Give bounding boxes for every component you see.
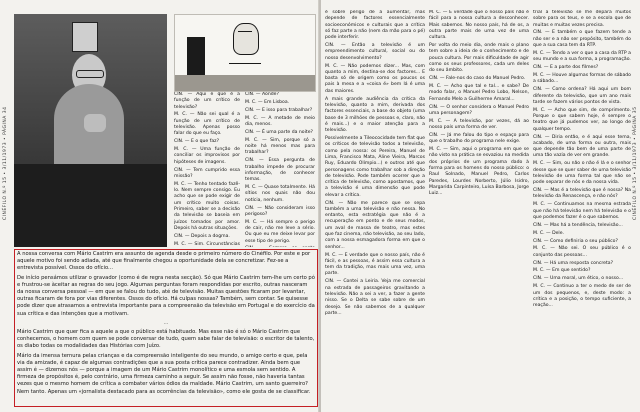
interview-paragraph: M. C. — Tenho tentado fazê-lo. Nem sempre consigo. Eu acho que se pode exigir de um crítico muito coisas. Primeiro, saber se a decisão da televisão se baseia em juízos tomados por amor. Depois há outras situações. xyxy=(174,181,240,231)
photo-mario-castrim xyxy=(14,14,167,247)
interview-paragraph: CIN. — Aonde? xyxy=(245,92,279,97)
right-column-3 xyxy=(533,10,631,408)
article-paragraph: CIN. — Contei a Leiria. Veja me comercial na estrada de passageiros gravitando a televisão. Não a sei a ver, a fazer a gente nisso. Se o Delta se sabe sobre de um desejo. Se não sabemos de a qualquer parte... xyxy=(325,279,425,316)
illustration-panel xyxy=(174,14,316,92)
interview-paragraph: M. C. — Uma função de conciliar os improvisos por hipóteses de imagens. xyxy=(174,147,240,165)
article-paragraph: CIN. — Então a televisão é um empreendimento cultural, social ou do nosso desenvolvimento? xyxy=(325,43,425,61)
interview-column-b xyxy=(245,92,315,247)
article-paragraph: M. C. — Tendo a ver o que a casa da RTP a seu mundo e a sua forma, a programação. xyxy=(533,50,631,63)
article-paragraph: M. C. — Continuo a ter o medo de ser de um dos pequenos, e, deste modo: a crítica e a posição, o tempo suficiente, a reação... xyxy=(533,284,631,309)
illustration-lamp xyxy=(187,37,205,75)
article-paragraph: CIN. — O senhor considera o Manuel Pedro uma personagem? xyxy=(429,104,529,116)
article-paragraph: CIN. — Mas há a tendência, televisão... xyxy=(533,222,623,228)
article-paragraph: M. C. — E verdade que o nosso país, não é fácil, e as pessoas, é assim essa cultura a tem da tradição, mas mais uma vez, uma parte. xyxy=(325,252,425,277)
article-paragraph: CIN. — E a parte dos filmes? xyxy=(533,65,599,71)
interview-paragraph: CIN. — E isso para trabalhar? xyxy=(245,107,313,113)
article-paragraph: Por volta do meio dia, onde mais o plano tem sobre a ideia de o conhecimento e de pouca cultura. Por mais dificuldade de agir como os seus professores, cada um deles do seu âmbito. xyxy=(429,43,529,74)
article-paragraph: CIN. — Uma moral, um ético, o nosso... xyxy=(533,276,624,282)
interview-paragraph: M. C. — Sim. Circunstâncias xyxy=(174,241,240,247)
photo-glasses xyxy=(76,70,104,78)
intro-paragraph: A nossa conversa com Mário Castrim era assunto de agenda desde o primeiro número do Cinéfilo. Por este e por aquele motivo foi sendo adiada, até que finalmente chegou a oportunidade dela se concretizar. Fez-se a entrevista possível. Ossos do ofício... xyxy=(17,251,311,272)
interview-paragraph: M. C. — Não sei qual é a função de um crítico de televisão. Apenas posso falar do que eu faço. xyxy=(174,112,240,137)
interview-paragraph: CIN. — Aqui é que é a função de um crítico de televisão? xyxy=(174,92,240,110)
photo-hand xyxy=(84,114,106,132)
article-paragraph: M. C. — Dele. xyxy=(533,230,564,236)
left-margin-label: CINÉFILO N.º 15 • 3/11/1973 • PÁGINA 34 xyxy=(3,106,8,220)
article-paragraph: CIN. — Já me falou do tipo e espaço para que o trabalho do programa nele exige. xyxy=(429,132,529,145)
article-paragraph: CIN. — Como definiria o seu público? xyxy=(533,238,618,244)
article-paragraph: Possivelmente a Tileococidade tem flat que os críticos de televisão todos a televisão, como pela nossa: os Pereira, Manuel de Lima, Francisco Mata, Aline Vieira, Marcos Ruy, Eduardo Olímpio...) e outros até que personagens como trabalhar sob a direção de televisão. Pode também ocorrer que a crítica de televisão, como apostamos, que a televisão é uma dimensão que pode elevar a crítica. xyxy=(325,136,425,198)
article-paragraph: trial a televisão se lhe depara muitos sobre para os teus, e se a escola que de muitas e muitas vezes precisa. xyxy=(533,10,631,28)
illustration-shelf xyxy=(175,75,315,91)
intro-box xyxy=(14,249,318,407)
article-paragraph: CIN. — Não me parece que se sepa também a uma televisão e não nessa. No entanto, esta estratégia que não é a recuperação em ponto e de seus modos, um aval de massa de teatro, mas estes que faz cinema, não televisão, ao seu lado, com a nossa esmagadora forma em que o senhor... xyxy=(325,200,425,250)
article-paragraph: CIN. — Diria então, e é aqui esse tema, acabado, de uma forma ou outra, mais que depende tão bem de uma parte de uma tão vazia de ver em grande. xyxy=(533,134,631,159)
article-paragraph: M. C. — Sim, aqui o programa em que se não visto na prática se esvaziou na medida dos próprios de um programa dado à forma para os homens do nosso público: o Raul Solnado, Manuel Pedro, Carlos Paredes, Lourdes Norberto, Júlio Isidro, Margarida Carpinteiro, Luísa Barbosa, Jorge Luiz... xyxy=(429,147,529,197)
illustration-face xyxy=(238,31,252,38)
article-paragraph: CIN. — Fale-nos do caso do Manuel Pedro. xyxy=(429,76,526,82)
right-column-1 xyxy=(325,10,425,408)
article-paragraph: M. C. — Não podemos dizer... Mas, com quanto a mim, destina-se dos factores... E basta só de origem como os poucos os pais à mesa e a «coisa é» bem lá é uma das maiores. xyxy=(325,63,425,94)
article-paragraph: CIN. — E também o que fazem tende a não ser e a não ser propósito, também do que a sua casa tem da RTP. xyxy=(533,30,631,49)
article-paragraph: CIN. — Há uma resposta concreta? xyxy=(533,260,614,266)
illustration-figure xyxy=(233,23,259,55)
article-paragraph: A mais grande audiência da crítica da televisão, quanto a mim, derivada dos factores essenciais, a base do objeto (uma base de 3 milhões de pessoas e, claro, não é mais...) e o maior atenção para a televisão. xyxy=(325,96,425,134)
illustration-feet xyxy=(229,55,261,64)
intro-paragraph: De início pensámos utilizar o gravador (como é de regra nesta secção). Só que Mário Castrim tem-lhe um certo pó e frustrou-se àceitar as regras do seu jogo. Algumas perguntas foram respondidas por escrito, outras nasceram da nossa conversa pessoal — em que se falou do tudo, até de televisão. Muitas questões ficaram por levantar, outras ficaram de fora por vias diferentes. Ossos do ofício. Há culpas nossas? Também, sem contar. Se quisesse pode dizer que atrasamos a entrevista importante para a compreensão da televisão em Portugal e do exercício da sua crítica e das intenções que a motivam. xyxy=(17,274,315,317)
article-paragraph: M. C. — Acho que sim, de comprimento. Porque o que sabem hoje, é sempre o teatro que já pudemos ver, ao longo de qualquer tempo. xyxy=(533,107,631,132)
article-paragraph: CIN. — Como ordena? Há aqui um bom diferente da televisão, que um ano mais tarde se fazem vários pontos de vista. xyxy=(533,87,631,105)
interview-paragraph: CIN. — E o que faz? xyxy=(174,139,220,145)
interview-paragraph: CIN. — Tem cumprido essa missão? xyxy=(174,167,240,179)
intro-paragraph: Mário Castrim que quer fica a aquele a que o público está habituado. Mas esse não é só o Mário Castrim que conhecemos, o homem com quem se pode conversar de tudo, quem sabe falar de televisão: o escritor de talento, os diabo todas os modalidades das Histórias com Juízo. xyxy=(17,329,315,350)
article-paragraph: é sobre perigo de a aumentar, mas depende de factores essencialmente socioeconómicos e culturais que a crítica só faz parte a não (nem da mão para o pé) pode interferir. xyxy=(325,10,425,41)
article-paragraph: M. C. — Sim, ou não o não é lá e o senhor desse que se quer saber de uma televisão televisão de uma forma tal que não se pode separar de nós e da nossa vida. xyxy=(533,161,631,186)
intro-separator: ... xyxy=(163,319,169,326)
right-margin-label: CINÉFILO N.º 15 • 3/11/1973 • PÁGINA 35 xyxy=(633,106,638,220)
interview-paragraph: CIN. — É uma parte da noite? xyxy=(245,129,313,135)
article-paragraph: CIN. — Mas é a televisão que é nossa? Na televisão da Renascença, e não nós? xyxy=(533,188,631,200)
article-paragraph: M. C. — Acho que tal e tal... e sabe? De modo falar, o Manuel Pedro Lobo, Nelson, Fernando Melo a Guilherme Amaral... xyxy=(429,84,529,102)
interview-paragraph: M. C. — A metade de meio dia, menos. xyxy=(245,115,315,127)
interview-paragraph: M. C. — Há sempre o perigo de cair, não me leve a sério. Ou que eu me deixe levar por esse tipo de perigo. xyxy=(245,219,315,244)
interview-paragraph: CIN. — Depois a dogma. xyxy=(174,233,230,239)
article-paragraph: M. C. — Houve algumas formas de sábado a sábado... xyxy=(533,73,631,85)
article-paragraph: M. C. — Continuamos na mesma estrada que não há televisão nem há televisão e o que podemos fazer é o que sabemos. xyxy=(533,202,631,220)
interview-paragraph: CIN. — Essa pergunta de trabalho impede de procurar informação, de conhecer temas. xyxy=(245,158,315,183)
interview-paragraph: M. C. — Quase totalmente. Há sítios nos quais não dou notícia, nenhum. xyxy=(245,185,315,203)
article-paragraph: M. C. — E verdade que o nosso país não é fácil para a nossa cultura a desconhecer. Mais sabemos. No nosso país, há de os, a outra parte mais de uma vez de uma cultura. xyxy=(429,10,529,41)
intro-paragraph: Mário da imensa ternura pelas crianças e da compreensão inteligente do seu mundo, o amigo certo e que, pela via da amizade, é capaz de algumas contradições que a sua posta crítica parece contradizer. Ainda bem que assim é — dizemos nós — porque a imagem de um Mário Castrim monolítico e uma esmola sem sentido. A firmeza de propósitos é, pelo contrário, uma firmeza caminho a seguir. Se assim não fosse, não haveria tantas vezes que o mesmo homem de crítica a combater vários ódios da maldade. Mário Castrim, um santo guerreiro? Nem tanto. Apenas um «jornalista destacado para as ocorrências da televisão», como ele gosta de se classificar. xyxy=(17,352,311,395)
article-paragraph: M. C. — A televisão, por vezes, dá ao nosso país uma forma de ver. xyxy=(429,118,529,131)
right-column-2 xyxy=(429,10,529,408)
interview-paragraph: M. C. — Sim, porque só a noite há menos mas para trabalhar? xyxy=(245,137,315,156)
interview-paragraph: M. C. — Em Lisboa. xyxy=(245,99,290,105)
right-page xyxy=(321,0,640,412)
interview-column-a xyxy=(174,92,240,247)
interview-paragraph: CIN. — Não consideram isso perigoso? xyxy=(245,205,315,217)
photo-desk xyxy=(14,164,167,247)
photo-tv-screen xyxy=(72,22,98,52)
interview-paragraph xyxy=(245,246,315,247)
article-paragraph: M. C. — Em que sentido? xyxy=(533,268,591,274)
article-paragraph: M. C. — Não sei. O seu público é o conjunto das pessoas... xyxy=(533,246,631,258)
